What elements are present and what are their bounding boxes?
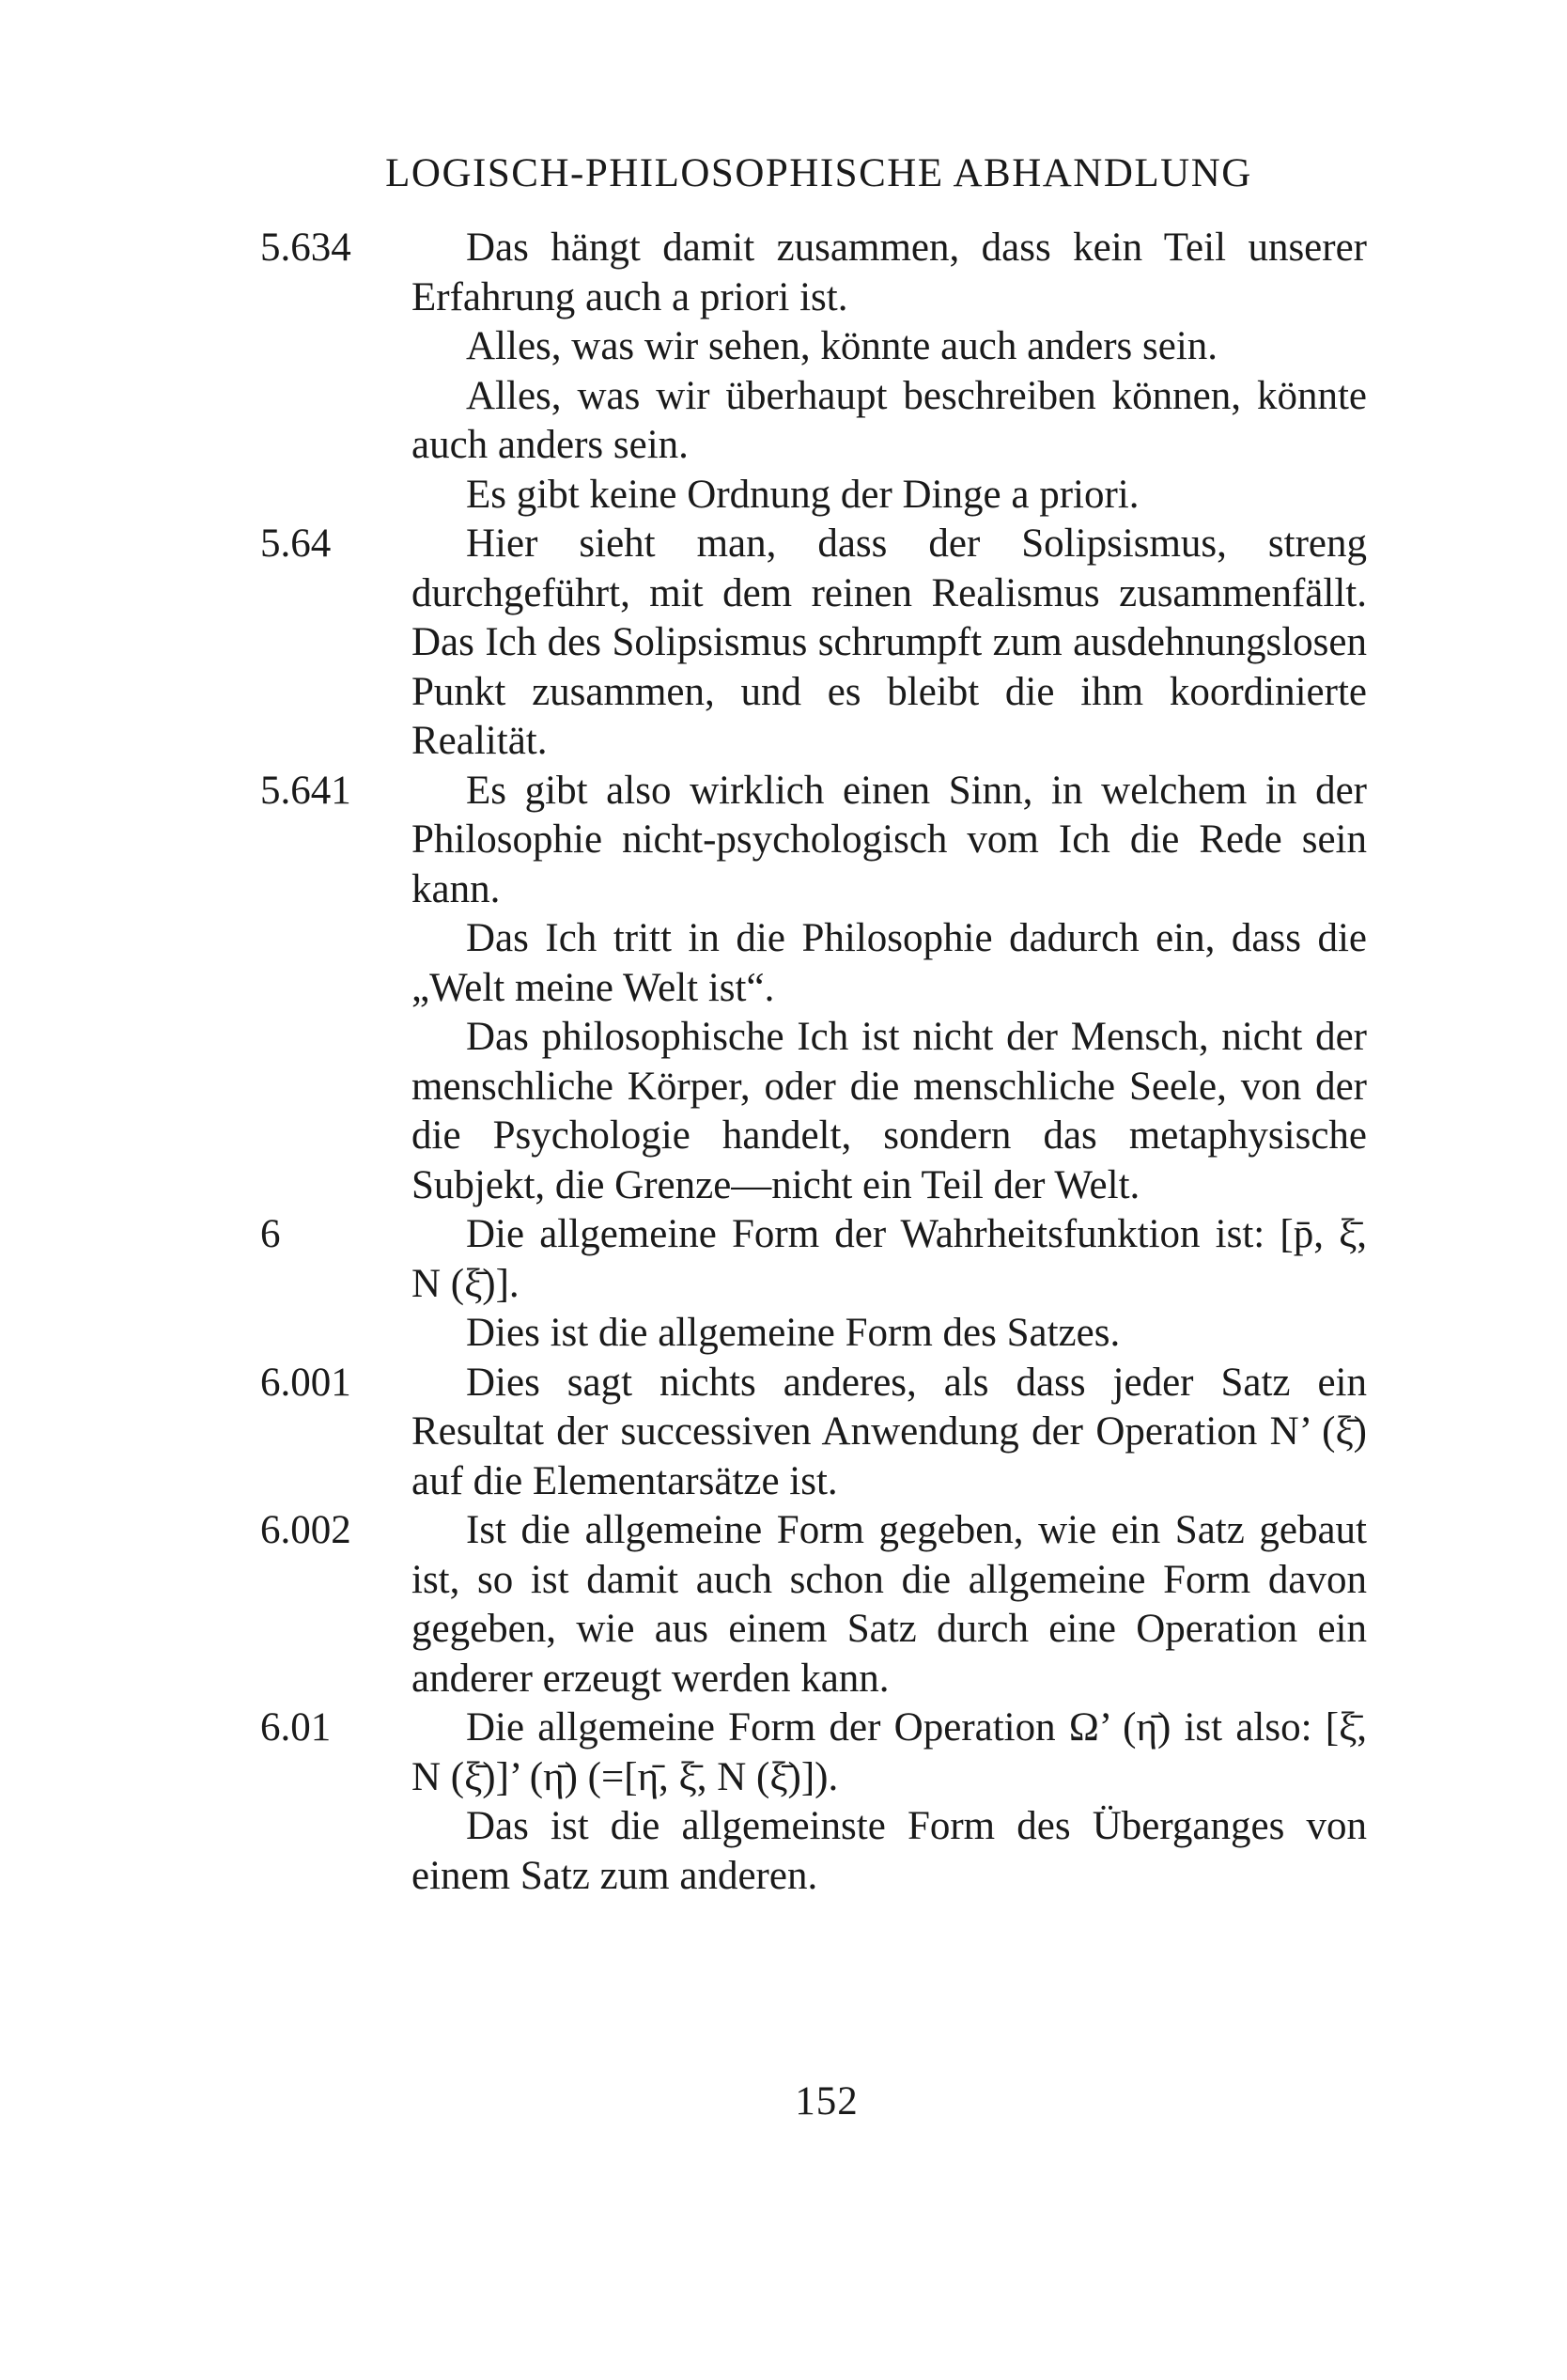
proposition-text (411, 1703, 1367, 1901)
proposition-text (411, 767, 1367, 1211)
proposition-text (411, 1359, 1367, 1507)
paragraph: Ist die allgemeine Form gegeben, wie ein Satz gebaut ist, so ist damit auch schon die allgemeine Form davon gegeben, wie aus einem Satz durch eine Operation ein anderer erzeugt werden kann. (411, 1508, 1367, 1701)
proposition-text (411, 1210, 1367, 1359)
proposition-5-64 (260, 520, 1367, 767)
proposition-5-634 (260, 224, 1367, 520)
paragraph: Das ist die allgemeinste Form des Überganges von einem Satz zum anderen. (411, 1804, 1367, 1898)
paragraph: Alles, was wir sehen, könnte auch anders sein. (466, 324, 1218, 368)
proposition-text (411, 1506, 1367, 1703)
paragraph: Die allgemeine Form der Operation Ω’ (η̄) ist also: [ξ̄, N (ξ̄)]’ (η̄) (=[η̄, ξ̄, N (ξ̄)]). (411, 1705, 1367, 1799)
proposition-number: 6.002 (260, 1508, 351, 1552)
paragraph: Dies sagt nichts anderes, als dass jeder Satz ein Resultat der successiven Anwendung der Operation N’ (ξ̄) auf die Elementarsätze ist. (411, 1360, 1367, 1503)
proposition-text (411, 224, 1367, 520)
proposition-number: 6.01 (260, 1705, 332, 1750)
proposition-number: 5.634 (260, 226, 351, 270)
paragraph: Hier sieht man, dass der Solipsismus, streng durchgeführt, mit dem reinen Realismus zusammenfällt. Das Ich des Solipsismus schrumpft zum ausdehnungslosen Punkt zusammen, und es bleibt die ihm koordinierte Realität. (411, 521, 1367, 763)
proposition-list (260, 224, 1367, 1901)
proposition-number: 5.64 (260, 521, 332, 566)
proposition-text (411, 520, 1367, 767)
paragraph: Alles, was wir überhaupt beschreiben können, könnte auch anders sein. (411, 373, 1367, 467)
page-number: 152 (795, 2079, 859, 2123)
paragraph: Es gibt also wirklich einen Sinn, in welchem in der Philosophie nicht-psychologisch vom Ich die Rede sein kann. (411, 768, 1367, 911)
paragraph: Das Ich tritt in die Philosophie dadurch ein, dass die „Welt meine Welt ist“. (411, 916, 1367, 1010)
proposition-6-001 (260, 1359, 1367, 1507)
proposition-6-01 (260, 1703, 1367, 1901)
proposition-6-002 (260, 1506, 1367, 1703)
paragraph: Das philosophische Ich ist nicht der Mensch, nicht der menschliche Körper, oder die menschliche Seele, von der die Psychologie handelt, sondern das metaphysische Subjekt, die Grenze—nicht ein Teil der Welt. (411, 1015, 1367, 1207)
paragraph: Die allgemeine Form der Wahrheitsfunktion ist: [p̄, ξ̄, N (ξ̄)]. (411, 1212, 1367, 1306)
proposition-6 (260, 1210, 1367, 1359)
proposition-number: 6 (260, 1212, 281, 1256)
running-head: LOGISCH-PHILOSOPHISCHE ABHANDLUNG (385, 151, 1252, 195)
proposition-number: 6.001 (260, 1360, 351, 1405)
paragraph: Das hängt damit zusammen, dass kein Teil unserer Erfahrung auch a priori ist. (411, 226, 1367, 319)
paragraph: Dies ist die allgemeine Form des Satzes. (466, 1311, 1121, 1355)
paragraph: Es gibt keine Ordnung der Dinge a priori. (466, 472, 1140, 517)
proposition-number: 5.641 (260, 768, 351, 813)
proposition-5-641 (260, 767, 1367, 1211)
